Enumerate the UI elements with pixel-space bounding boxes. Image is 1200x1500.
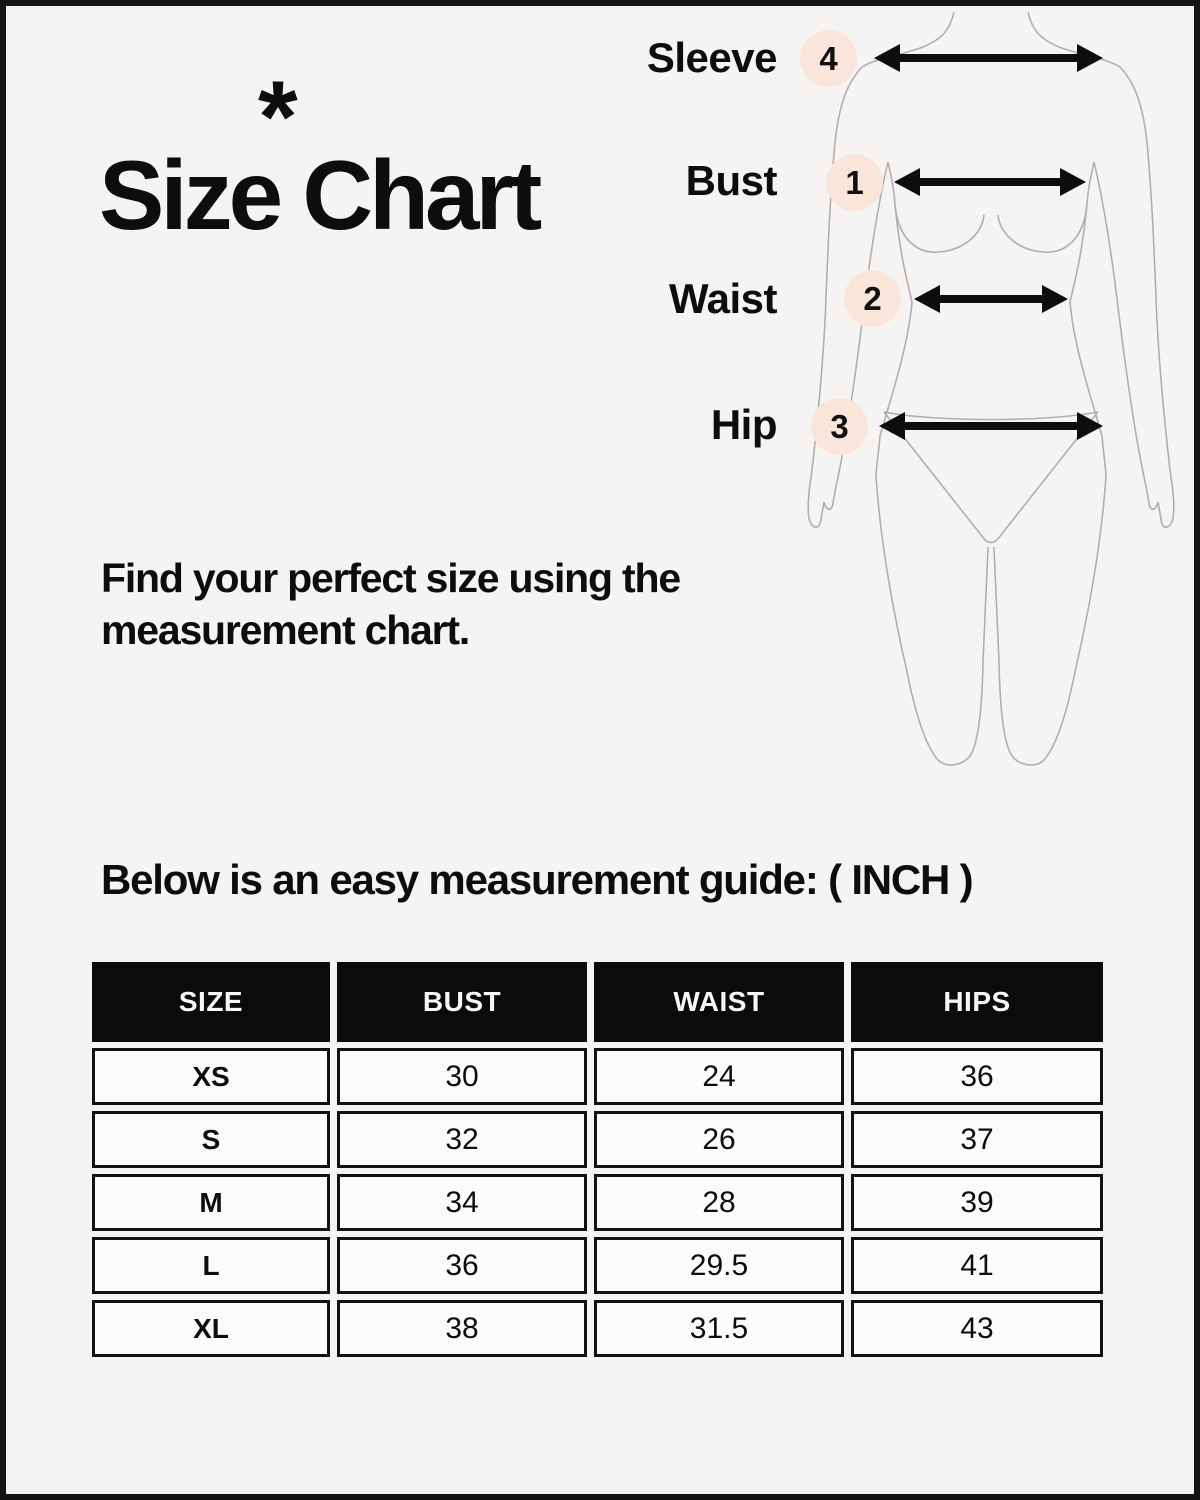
table-cell-waist: 26: [594, 1111, 844, 1168]
body-outline: [808, 12, 1174, 765]
table-header-hips: HIPS: [851, 962, 1103, 1042]
table-cell-size: XL: [92, 1300, 330, 1357]
table-cell-hips: 37: [851, 1111, 1103, 1168]
badge-number: 2: [863, 279, 882, 317]
body-figure-diagram: [796, 12, 1200, 766]
size-table: [92, 962, 1103, 1357]
sleeve-arrow: [874, 44, 1103, 72]
table-cell-bust: 38: [337, 1300, 587, 1357]
measurement-badge-waist: [844, 270, 901, 327]
badge-number: 1: [845, 163, 864, 201]
badge-number: 3: [830, 407, 849, 445]
measurement-badge-bust: [826, 154, 883, 211]
table-cell-waist: 31.5: [594, 1300, 844, 1357]
table-header-size: SIZE: [92, 962, 330, 1042]
table-cell-waist: 24: [594, 1048, 844, 1105]
guide-heading: Below is an easy measurement guide: ( INCH ): [101, 856, 973, 903]
measurement-label-hip: Hip: [710, 401, 777, 448]
table-header-bust: BUST: [337, 962, 587, 1042]
table-cell-bust: 36: [337, 1237, 587, 1294]
measurement-label-waist: Waist: [669, 275, 777, 322]
table-cell-waist: 29.5: [594, 1237, 844, 1294]
table-header-waist: WAIST: [594, 962, 844, 1042]
table-cell-size: L: [92, 1237, 330, 1294]
table-cell-size: M: [92, 1174, 330, 1231]
table-cell-hips: 41: [851, 1237, 1103, 1294]
intro-text: Find your perfect size using the measurement chart.: [101, 555, 680, 654]
table-cell-size: S: [92, 1111, 330, 1168]
table-cell-hips: 39: [851, 1174, 1103, 1231]
table-cell-bust: 30: [337, 1048, 587, 1105]
waist-arrow: [914, 285, 1068, 313]
measurement-label-sleeve: Sleeve: [646, 34, 777, 81]
badge-number: 4: [819, 39, 838, 77]
table-cell-waist: 28: [594, 1174, 844, 1231]
asterisk-mark: *: [258, 60, 298, 174]
table-cell-hips: 43: [851, 1300, 1103, 1357]
measurement-badge-sleeve: [800, 30, 857, 87]
table-cell-bust: 32: [337, 1111, 587, 1168]
bust-arrow: [894, 168, 1086, 196]
measurement-badge-hip: [811, 398, 868, 455]
table-cell-size: XS: [92, 1048, 330, 1105]
measurement-label-bust: Bust: [685, 157, 777, 204]
table-cell-hips: 36: [851, 1048, 1103, 1105]
page-title: Size Chart: [99, 140, 539, 250]
table-cell-bust: 34: [337, 1174, 587, 1231]
